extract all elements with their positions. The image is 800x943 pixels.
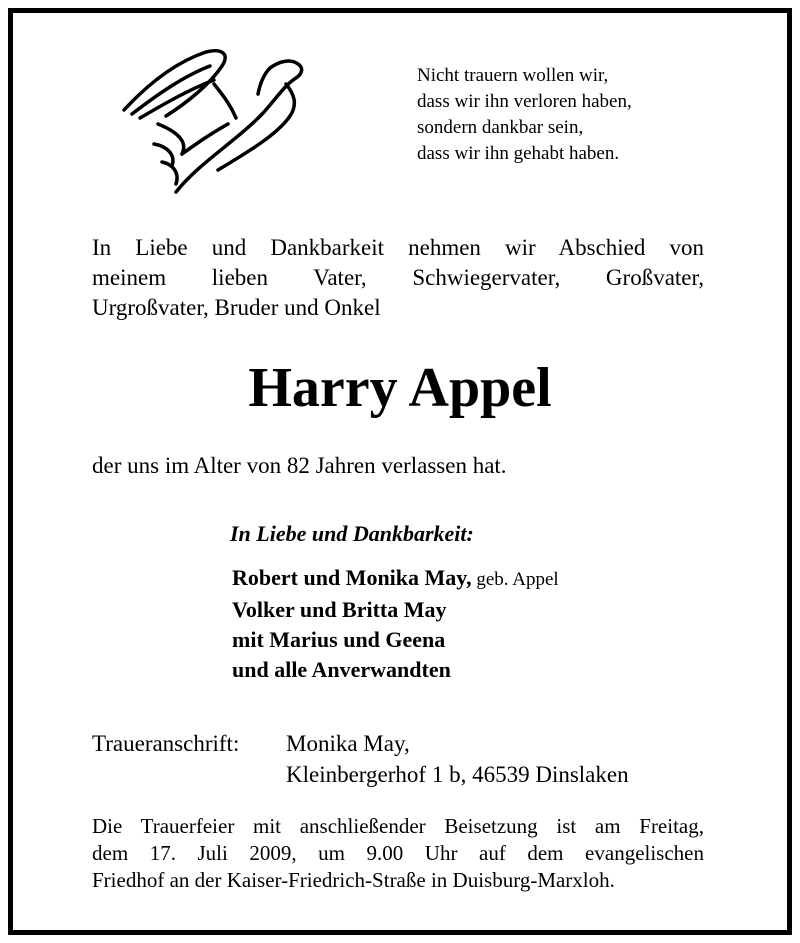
intro-line: meinem lieben Vater, Schwiegervater, Großvater, — [92, 265, 704, 290]
ceremony-line: Friedhof an der Kaiser-Friedrich-Straße in Duisburg-Marxloh. — [92, 868, 615, 892]
dove-icon — [118, 44, 304, 194]
address-label: Traueranschrift: — [92, 731, 240, 756]
thanks-heading: In Liebe und Dankbarkeit: — [230, 521, 474, 546]
poem-line: dass wir ihn verloren haben, — [417, 91, 632, 112]
address-line: Monika May, — [286, 731, 410, 756]
maiden-name: geb. Appel — [471, 569, 559, 590]
deceased-name: Harry Appel — [248, 357, 552, 419]
age-line: der uns im Alter von 82 Jahren verlassen hat. — [92, 453, 507, 478]
poem-line: sondern dankbar sein, — [417, 117, 584, 138]
intro-line: In Liebe und Dankbarkeit nehmen wir Abschied von — [92, 235, 704, 260]
intro-line: Urgroßvater, Bruder und Onkel — [92, 295, 381, 320]
family-line: und alle Anverwandten — [232, 657, 451, 682]
family-line: Volker und Britta May — [232, 597, 447, 622]
family-list — [232, 563, 559, 685]
intro-text — [92, 233, 704, 323]
family-name: Robert und Monika May, — [232, 565, 472, 590]
family-line: mit Marius und Geena — [232, 627, 446, 652]
family-line — [232, 563, 559, 595]
ceremony-line: dem 17. Juli 2009, um 9.00 Uhr auf dem evangelischen — [92, 841, 704, 865]
poem — [417, 63, 632, 167]
poem-line: Nicht trauern wollen wir, — [417, 65, 609, 86]
address-line: Kleinbergerhof 1 b, 46539 Dinslaken — [286, 762, 629, 787]
ceremony-line: Die Trauerfeier mit anschließender Beisetzung ist am Freitag, — [92, 814, 704, 838]
poem-line: dass wir ihn gehabt haben. — [417, 143, 620, 164]
ceremony-text — [92, 813, 704, 894]
